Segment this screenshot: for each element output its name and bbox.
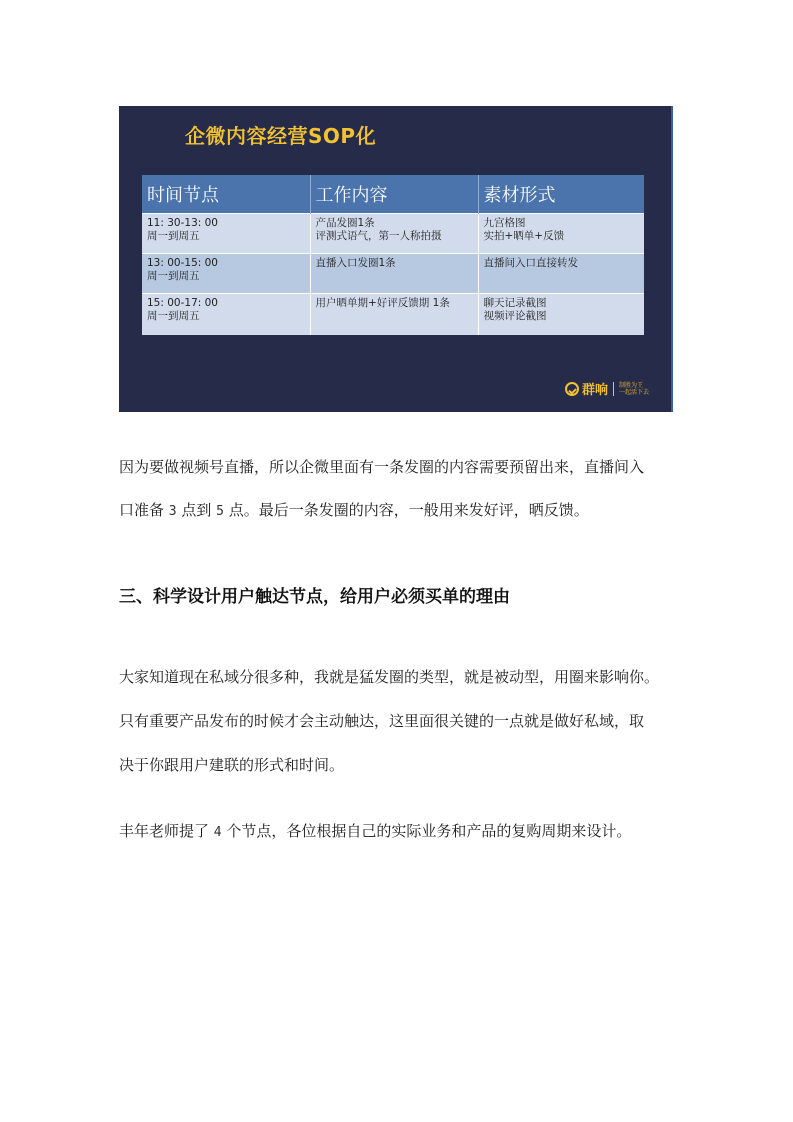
cell-content: 直播入口发圈1条 [310, 254, 478, 294]
slide-title: 企微内容经营SOP化 [185, 124, 377, 148]
brand-check-icon [565, 382, 579, 396]
table-row [142, 294, 644, 336]
cell-time: 15: 00-17: 00 周一到周五 [142, 294, 310, 336]
table-row [142, 254, 644, 294]
paragraph-1-line-1: 因为要做视频号直播，所以企微里面有一条发圈的内容需要预留出来，直播间入 [119, 458, 645, 476]
paragraph-2-line-3: 决于你跟用户建联的形式和时间。 [119, 756, 345, 774]
brand-logo [565, 379, 649, 398]
brand-name: 群响 [582, 383, 609, 398]
header-content: 工作内容 [310, 175, 478, 214]
paragraph-3: 丰年老师提了 4 个节点，各位根据自己的实际业务和产品的复购周期来设计。 [119, 822, 632, 840]
logo-divider [613, 382, 614, 396]
sop-table [142, 175, 644, 335]
table-row [142, 214, 644, 254]
cell-content: 产品发圈1条 评测式语气，第一人称拍摄 [310, 214, 478, 254]
cell-material: 直播间入口直接转发 [478, 254, 644, 294]
table-header-row [142, 175, 644, 214]
section-heading: 三、科学设计用户触达节点，给用户必须买单的理由 [119, 587, 510, 607]
header-time: 时间节点 [142, 175, 310, 214]
cell-content: 用户晒单期+好评反馈期 1条 [310, 294, 478, 336]
brand-tagline: 制胜为王 一起活下去 [619, 381, 650, 396]
paragraph-1-line-2: 口准备 3 点到 5 点。最后一条发圈的内容，一般用来发好评，晒反馈。 [119, 501, 589, 519]
slide-image [119, 106, 673, 412]
cell-material: 聊天记录截图 视频评论截图 [478, 294, 644, 336]
cell-time: 13: 00-15: 00 周一到周五 [142, 254, 310, 294]
cell-material: 九宫格图 实拍+晒单+反馈 [478, 214, 644, 254]
header-material: 素材形式 [478, 175, 644, 214]
paragraph-2-line-2: 只有重要产品发布的时候才会主动触达，这里面很关键的一点就是做好私域，取 [119, 712, 645, 730]
paragraph-2-line-1: 大家知道现在私域分很多种，我就是猛发圈的类型，就是被动型，用圈来影响你。 [119, 668, 660, 686]
cell-time: 11: 30-13: 00 周一到周五 [142, 214, 310, 254]
